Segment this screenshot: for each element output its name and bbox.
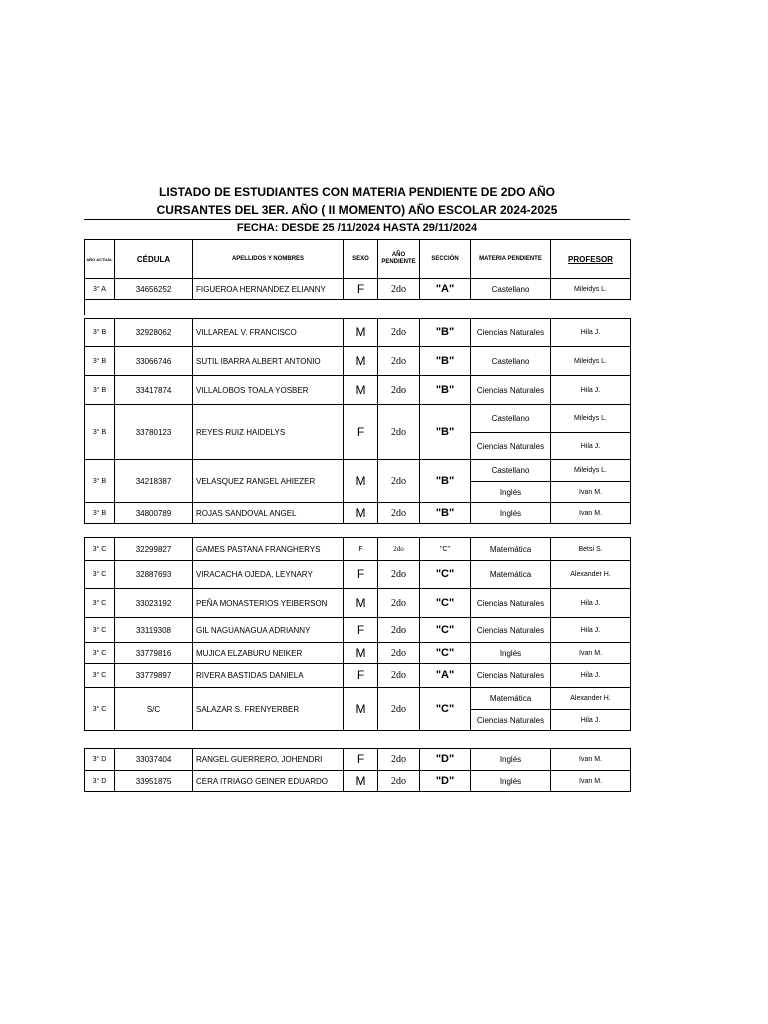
profesor-cell: Betsi S. bbox=[550, 537, 631, 561]
ano-pendiente-cell: 2do bbox=[377, 663, 420, 688]
ano-pendiente-cell: 2do bbox=[377, 748, 420, 771]
ano-pendiente-cell: 2do bbox=[377, 588, 420, 618]
cedula-cell: 33037404 bbox=[114, 748, 193, 771]
ano-pendiente-cell: 2do bbox=[377, 537, 420, 561]
materia-cell: Ciencias Naturales bbox=[470, 318, 551, 347]
profesor-cell: Hila J. bbox=[550, 588, 631, 618]
student-name-cell: RIVERA BASTIDAS DANIELA bbox=[192, 663, 344, 688]
materia-cell: Castellano bbox=[470, 459, 551, 482]
seccion-cell: "D" bbox=[419, 770, 471, 792]
ano-actual-cell: 3° C bbox=[84, 537, 115, 561]
profesor-cell: Mileidys L. bbox=[550, 404, 631, 433]
ano-actual-cell: 3° D bbox=[84, 770, 115, 792]
ano-pendiente-cell: 2do bbox=[377, 375, 420, 405]
ano-pendiente-cell: 2do bbox=[377, 459, 420, 503]
seccion-cell: "A" bbox=[419, 663, 471, 688]
student-name-cell: CERA ITRIAGO GEINER EDUARDO bbox=[192, 770, 344, 792]
student-name-cell: FIGUEROA HERNANDEZ ELIANNY bbox=[192, 278, 344, 300]
seccion-cell: "B" bbox=[419, 346, 471, 376]
materia-cell: Matemática bbox=[470, 687, 551, 710]
sexo-cell: F bbox=[343, 404, 378, 460]
student-name-cell: PEÑA MONASTERIOS YEIBERSON bbox=[192, 588, 344, 618]
cedula-cell: 34218387 bbox=[114, 459, 193, 503]
sexo-cell: M bbox=[343, 459, 378, 503]
ano-actual-cell: 3° D bbox=[84, 748, 115, 771]
cedula-cell: 34656252 bbox=[114, 278, 193, 300]
profesor-cell: Ivan M. bbox=[550, 481, 631, 503]
student-name-cell: SUTIL IBARRA ALBERT ANTONIO bbox=[192, 346, 344, 376]
ano-pendiente-cell: 2do bbox=[377, 642, 420, 664]
ano-pendiente-cell: 2do bbox=[377, 617, 420, 643]
cedula-cell: 32299827 bbox=[114, 537, 193, 561]
header-cedula: CÉDULA bbox=[114, 239, 193, 279]
student-name-cell: GIL NAGUANAGUA ADRIANNY bbox=[192, 617, 344, 643]
sexo-cell: M bbox=[343, 687, 378, 731]
cedula-cell: 33779897 bbox=[114, 663, 193, 688]
ano-actual-cell: 3° B bbox=[84, 459, 115, 503]
student-name-cell: SALAZAR S. FRENYERBER bbox=[192, 687, 344, 731]
profesor-cell: Alexander H. bbox=[550, 687, 631, 710]
student-name-cell: VILLAREAL V. FRANCISCO bbox=[192, 318, 344, 347]
document-title-line-2: CURSANTES DEL 3ER. AÑO ( II MOMENTO) AÑO ESCOLAR 2024-2025 bbox=[156, 203, 558, 217]
ano-actual-cell: 3° B bbox=[84, 375, 115, 405]
header-ano-pendiente: AÑO PENDIENTE bbox=[377, 239, 420, 279]
ano-pendiente-cell: 2do bbox=[377, 770, 420, 792]
profesor-cell: Ivan M. bbox=[550, 748, 631, 771]
seccion-cell: "B" bbox=[419, 459, 471, 503]
ano-actual-cell: 3° B bbox=[84, 404, 115, 460]
sexo-cell: M bbox=[343, 346, 378, 376]
seccion-cell: "B" bbox=[419, 502, 471, 524]
ano-pendiente-cell: 2do bbox=[377, 502, 420, 524]
student-name-cell: REYES RUIZ HAIDELYS bbox=[192, 404, 344, 460]
cedula-cell: 33417874 bbox=[114, 375, 193, 405]
sexo-cell: F bbox=[343, 663, 378, 688]
seccion-cell: "D" bbox=[419, 748, 471, 771]
date-range: FECHA: DESDE 25 /11/2024 HASTA 29/11/2024 bbox=[236, 222, 478, 234]
ano-actual-cell: 3° C bbox=[84, 663, 115, 688]
materia-cell: Ciencias Naturales bbox=[470, 709, 551, 731]
seccion-cell: "B" bbox=[419, 404, 471, 460]
sexo-cell: F bbox=[343, 560, 378, 589]
sexo-cell: F bbox=[343, 617, 378, 643]
sexo-cell: F bbox=[343, 537, 378, 561]
materia-cell: Ciencias Naturales bbox=[470, 588, 551, 618]
profesor-cell: Hila J. bbox=[550, 617, 631, 643]
cedula-cell: 32887693 bbox=[114, 560, 193, 589]
sexo-cell: F bbox=[343, 748, 378, 771]
sexo-cell: M bbox=[343, 375, 378, 405]
header-profesor: PROFESOR bbox=[550, 239, 631, 279]
materia-cell: Ciencias Naturales bbox=[470, 375, 551, 405]
ano-actual-cell: 3° B bbox=[84, 502, 115, 524]
ano-actual-cell: 3° B bbox=[84, 318, 115, 347]
ano-actual-cell: 3° C bbox=[84, 588, 115, 618]
materia-cell: Matemática bbox=[470, 560, 551, 589]
ano-actual-cell: 3° B bbox=[84, 346, 115, 376]
profesor-cell: Ivan M. bbox=[550, 502, 631, 524]
materia-cell: Ciencias Naturales bbox=[470, 617, 551, 643]
materia-cell: Inglés bbox=[470, 481, 551, 503]
title-divider bbox=[84, 219, 630, 220]
profesor-cell: Hila J. bbox=[550, 663, 631, 688]
student-name-cell: MUJICA ELZABURU NEIKER bbox=[192, 642, 344, 664]
sexo-cell: M bbox=[343, 642, 378, 664]
student-name-cell: GAMES PASTANA FRANGHERYS bbox=[192, 537, 344, 561]
cedula-cell: S/C bbox=[114, 687, 193, 731]
materia-cell: Castellano bbox=[470, 278, 551, 300]
header-apellidos-nombres: APELLIDOS Y NOMBRES bbox=[192, 239, 344, 279]
ano-pendiente-cell: 2do bbox=[377, 346, 420, 376]
profesor-cell: Hila J. bbox=[550, 432, 631, 460]
sexo-cell: M bbox=[343, 502, 378, 524]
materia-cell: Inglés bbox=[470, 502, 551, 524]
sexo-cell: F bbox=[343, 278, 378, 300]
cedula-cell: 33119308 bbox=[114, 617, 193, 643]
seccion-cell: "C" bbox=[419, 560, 471, 589]
cedula-cell: 33780123 bbox=[114, 404, 193, 460]
cedula-cell: 34800789 bbox=[114, 502, 193, 524]
profesor-cell: Hila J. bbox=[550, 709, 631, 731]
student-name-cell: ROJAS SANDOVAL ANGEL bbox=[192, 502, 344, 524]
ano-actual-cell: 3° A bbox=[84, 278, 115, 300]
profesor-cell: Mileidys L. bbox=[550, 278, 631, 300]
materia-cell: Inglés bbox=[470, 770, 551, 792]
seccion-cell: "B" bbox=[419, 375, 471, 405]
seccion-cell: "C" bbox=[419, 687, 471, 731]
ano-pendiente-cell: 2do bbox=[377, 560, 420, 589]
header-seccion: SECCIÓN bbox=[419, 239, 471, 279]
seccion-cell: "A" bbox=[419, 278, 471, 300]
ano-pendiente-cell: 2do bbox=[377, 318, 420, 347]
profesor-cell: Ivan M. bbox=[550, 642, 631, 664]
student-name-cell: VIRACACHA OJEDA, LEYNARY bbox=[192, 560, 344, 589]
cedula-cell: 33023192 bbox=[114, 588, 193, 618]
materia-cell: Inglés bbox=[470, 748, 551, 771]
ano-actual-cell: 3° C bbox=[84, 642, 115, 664]
student-name-cell: RANGEL GUERRERO, JOHENDRI bbox=[192, 748, 344, 771]
materia-cell: Inglés bbox=[470, 642, 551, 664]
seccion-cell: "C" bbox=[419, 537, 471, 561]
materia-cell: Castellano bbox=[470, 346, 551, 376]
materia-cell: Castellano bbox=[470, 404, 551, 433]
document-title-line-1: LISTADO DE ESTUDIANTES CON MATERIA PENDIENTE DE 2DO AÑO bbox=[158, 185, 556, 199]
cedula-cell: 32928062 bbox=[114, 318, 193, 347]
profesor-cell: Ivan M. bbox=[550, 770, 631, 792]
materia-cell: Ciencias Naturales bbox=[470, 432, 551, 460]
profesor-cell: Mileidys L. bbox=[550, 346, 631, 376]
ano-pendiente-cell: 2do bbox=[377, 278, 420, 300]
ano-actual-cell: 3° C bbox=[84, 560, 115, 589]
sexo-cell: M bbox=[343, 588, 378, 618]
materia-cell: Ciencias Naturales bbox=[470, 663, 551, 688]
header-ano-actual: AÑO ACTUAL bbox=[84, 239, 115, 279]
ano-actual-cell: 3° C bbox=[84, 617, 115, 643]
header-sexo: SEXO bbox=[343, 239, 378, 279]
student-name-cell: VELASQUEZ RANGEL AHIEZER bbox=[192, 459, 344, 503]
cell-cursor bbox=[84, 299, 85, 315]
ano-actual-cell: 3° C bbox=[84, 687, 115, 731]
profesor-cell: Alexander H. bbox=[550, 560, 631, 589]
header-materia-pendiente: MATERIA PENDIENTE bbox=[470, 239, 551, 279]
ano-pendiente-cell: 2do bbox=[377, 404, 420, 460]
ano-pendiente-cell: 2do bbox=[377, 687, 420, 731]
seccion-cell: "B" bbox=[419, 318, 471, 347]
materia-cell: Matemática bbox=[470, 537, 551, 561]
seccion-cell: "C" bbox=[419, 588, 471, 618]
profesor-cell: Hila J. bbox=[550, 375, 631, 405]
cedula-cell: 33779816 bbox=[114, 642, 193, 664]
profesor-cell: Mileidys L. bbox=[550, 459, 631, 482]
profesor-cell: Hila J. bbox=[550, 318, 631, 347]
sexo-cell: M bbox=[343, 770, 378, 792]
sexo-cell: M bbox=[343, 318, 378, 347]
student-name-cell: VILLALOBOS TOALA YOSBER bbox=[192, 375, 344, 405]
cedula-cell: 33066746 bbox=[114, 346, 193, 376]
seccion-cell: "C" bbox=[419, 642, 471, 664]
cedula-cell: 33951875 bbox=[114, 770, 193, 792]
seccion-cell: "C" bbox=[419, 617, 471, 643]
